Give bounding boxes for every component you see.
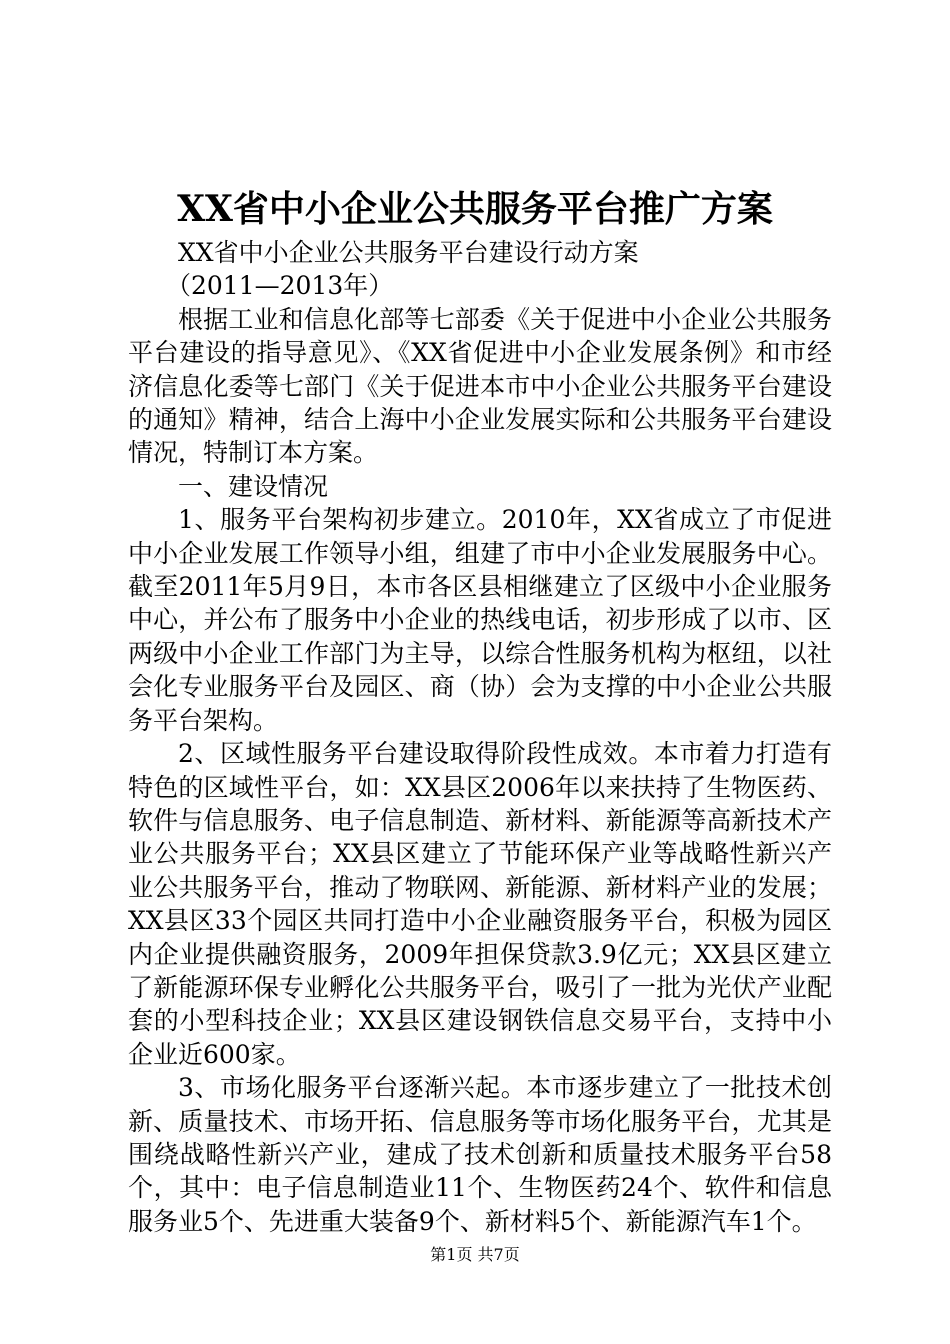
document-title: XX省中小企业公共服务平台推广方案: [177, 188, 773, 230]
subtitle-paragraph: XX省中小企业公共服务平台建设行动方案: [178, 238, 639, 267]
document-body: [128, 236, 832, 1238]
body-paragraph-1: 1、服务平台架构初步建立。2010年，XX省成立了市促进中小企业发展工作领导小组，组建了市中小企业发展服务中心。截至2011年5月9日，本市各区县相继建立了区级中小企业服务中心，并公布了服务中小企业的热线电话，初步形成了以市、区两级中小企业工作部门为主导，以综合性服务机构为枢纽，以社会化专业服务平台及园区、商（协）会为支撑的中小企业公共服务平台架构。: [128, 505, 832, 735]
page-footer: 第1页 共7页: [430, 1245, 520, 1264]
intro-paragraph: 根据工业和信息化部等七部委《关于促进中小企业公共服务平台建设的指导意见》、《XX省促进中小企业发展条例》和市经济信息化委等七部门《关于促进本市中小企业公共服务平台建设的通知》精神，结合上海中小企业发展实际和公共服务平台建设情况，特制订本方案。: [128, 304, 832, 468]
section-heading: 一、建设情况: [178, 471, 329, 501]
body-paragraph-2: 2、区域性服务平台建设取得阶段性成效。本市着力打造有特色的区域性平台，如：XX县区2006年以来扶持了生物医药、软件与信息服务、电子信息制造、新材料、新能源等高新技术产业公共服务平台；XX县区建立了节能环保产业等战略性新兴产业公共服务平台，推动了物联网、新能源、新材料产业的发展；XX县区33个园区共同打造中小企业融资服务平台，积极为园区内企业提供融资服务，2009年担保贷款3.9亿元；XX县区建立了新能源环保专业孵化公共服务平台，吸引了一批为光伏产业配套的小型科技企业；XX县区建设钢铁信息交易平台，支持中小企业近600家。: [128, 739, 832, 1069]
body-paragraph-3: 3、市场化服务平台逐渐兴起。本市逐步建立了一批技术创新、质量技术、市场开拓、信息服务等市场化服务平台，尤其是围绕战略性新兴产业，建成了技术创新和质量技术服务平台58个，其中：电子信息制造业11个、生物医药24个、软件和信息服务业5个、先进重大装备9个、新材料5个、新能源汽车1个。: [128, 1073, 832, 1236]
period-paragraph: （2011—2013年）: [166, 271, 394, 301]
